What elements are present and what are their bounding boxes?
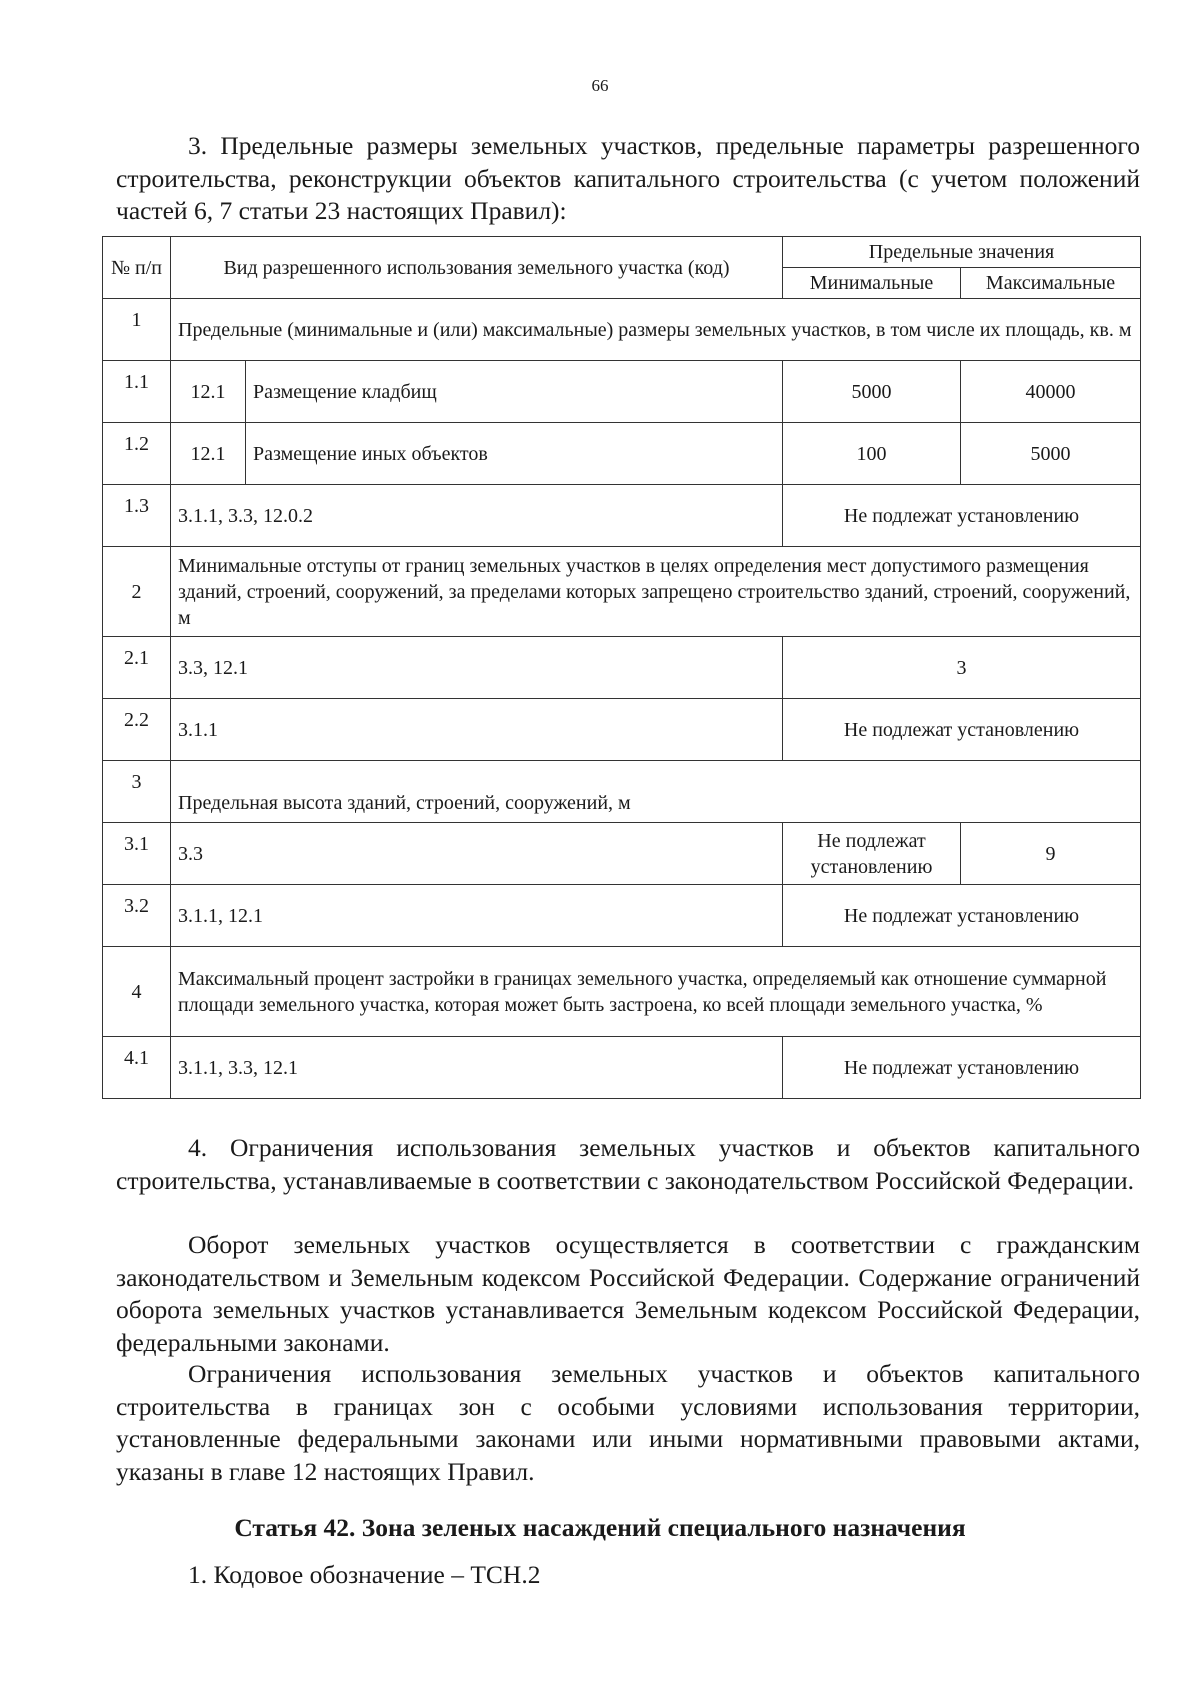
row-codes: 3.1.1 (171, 699, 783, 761)
row-min-value: Не подлежат установлению (783, 823, 961, 885)
table-row (103, 947, 1141, 1037)
paragraph-land-turnover: Оборот земельных участков осуществляется в соответствии с гражданским законодательством и Земельным кодексом Российской Федерации. Содержание ограничений оборота земельных участков устанавливается Земельным кодексом Российской Федерации, федеральными законами. (116, 1230, 1140, 1357)
table-row (103, 761, 1141, 823)
row-section-text: Минимальные отступы от границ земельных участков в целях определения мест допустимого размещения зданий, строений, сооружений, за пределами которых запрещено строительство зданий, строений, сооружений, м (171, 547, 1141, 637)
table-row (103, 299, 1141, 361)
row-max-value: 40000 (961, 361, 1141, 423)
page-number: 66 (591, 76, 609, 95)
row-number: 2.2 (103, 699, 171, 761)
row-codes: 3.1.1, 3.3, 12.1 (171, 1037, 783, 1099)
row-number: 2.1 (103, 637, 171, 699)
table-row (103, 361, 1141, 423)
row-value: Не подлежат установлению (783, 485, 1141, 547)
row-codes: 3.3 (171, 823, 783, 885)
table-row (103, 423, 1141, 485)
row-value: Не подлежат установлению (783, 1037, 1141, 1099)
row-number: 1 (103, 299, 171, 361)
row-number: 3 (103, 761, 171, 823)
row-codes: 3.1.1, 3.3, 12.0.2 (171, 485, 783, 547)
row-number: 1.2 (103, 423, 171, 485)
paragraph-limits-intro: 3. Предельные размеры земельных участков, предельные параметры разрешенного строительства, реконструкции объектов капитального строительства (с учетом положений частей 6, 7 статьи 23 настоящих Правил): (116, 131, 1140, 225)
row-min-value: 100 (783, 423, 961, 485)
row-value: Не подлежат установлению (783, 699, 1141, 761)
code-designation: 1. Кодовое обозначение – ТСН.2 (188, 1560, 541, 1589)
table-row (103, 1037, 1141, 1099)
paragraph-restrictions: 4. Ограничения использования земельных участков и объектов капитального строительства, устанавливаемые в соответствии с законодательством Российской Федерации. (116, 1133, 1140, 1195)
row-number: 2 (103, 547, 171, 637)
header-min: Минимальные (783, 268, 961, 299)
row-code: 12.1 (171, 423, 246, 485)
row-number: 1.1 (103, 361, 171, 423)
row-max-value: 9 (961, 823, 1141, 885)
row-number: 3.1 (103, 823, 171, 885)
row-number: 3.2 (103, 885, 171, 947)
row-codes: 3.3, 12.1 (171, 637, 783, 699)
row-max-value: 5000 (961, 423, 1141, 485)
row-code: 12.1 (171, 361, 246, 423)
header-number: № п/п (103, 237, 171, 299)
header-limits: Предельные значения (783, 237, 1141, 268)
table-row (103, 823, 1141, 885)
row-min-value: 5000 (783, 361, 961, 423)
table-row (103, 699, 1141, 761)
paragraph-special-zones: Ограничения использования земельных участков и объектов капитального строительства в границах зон с особыми условиями использования территории, установленные федеральными законами или иными нормативными правовыми актами, указаны в главе 12 настоящих Правил. (116, 1359, 1140, 1486)
table-row (103, 485, 1141, 547)
row-use-name: Размещение кладбищ (246, 361, 783, 423)
table-row (103, 547, 1141, 637)
row-codes: 3.1.1, 12.1 (171, 885, 783, 947)
header-use-type: Вид разрешенного использования земельного участка (код) (171, 237, 783, 299)
row-number: 1.3 (103, 485, 171, 547)
header-max: Максимальные (961, 268, 1141, 299)
row-section-text: Предельные (минимальные и (или) максимальные) размеры земельных участков, в том числе их площадь, кв. м (171, 299, 1141, 361)
row-value: Не подлежат установлению (783, 885, 1141, 947)
table-row (103, 637, 1141, 699)
row-section-text: Предельная высота зданий, строений, сооружений, м (171, 761, 1141, 823)
table-header-row (103, 237, 1141, 268)
row-number: 4 (103, 947, 171, 1037)
table-row (103, 885, 1141, 947)
row-number: 4.1 (103, 1037, 171, 1099)
row-section-text: Максимальный процент застройки в границах земельного участка, определяемый как отношение суммарной площади земельного участка, которая может быть застроена, ко всей площади земельного участка, % (171, 947, 1141, 1037)
limits-table (102, 236, 1141, 1099)
row-use-name: Размещение иных объектов (246, 423, 783, 485)
row-value: 3 (783, 637, 1141, 699)
article-title: Статья 42. Зона зеленых насаждений специального назначения (234, 1513, 966, 1542)
